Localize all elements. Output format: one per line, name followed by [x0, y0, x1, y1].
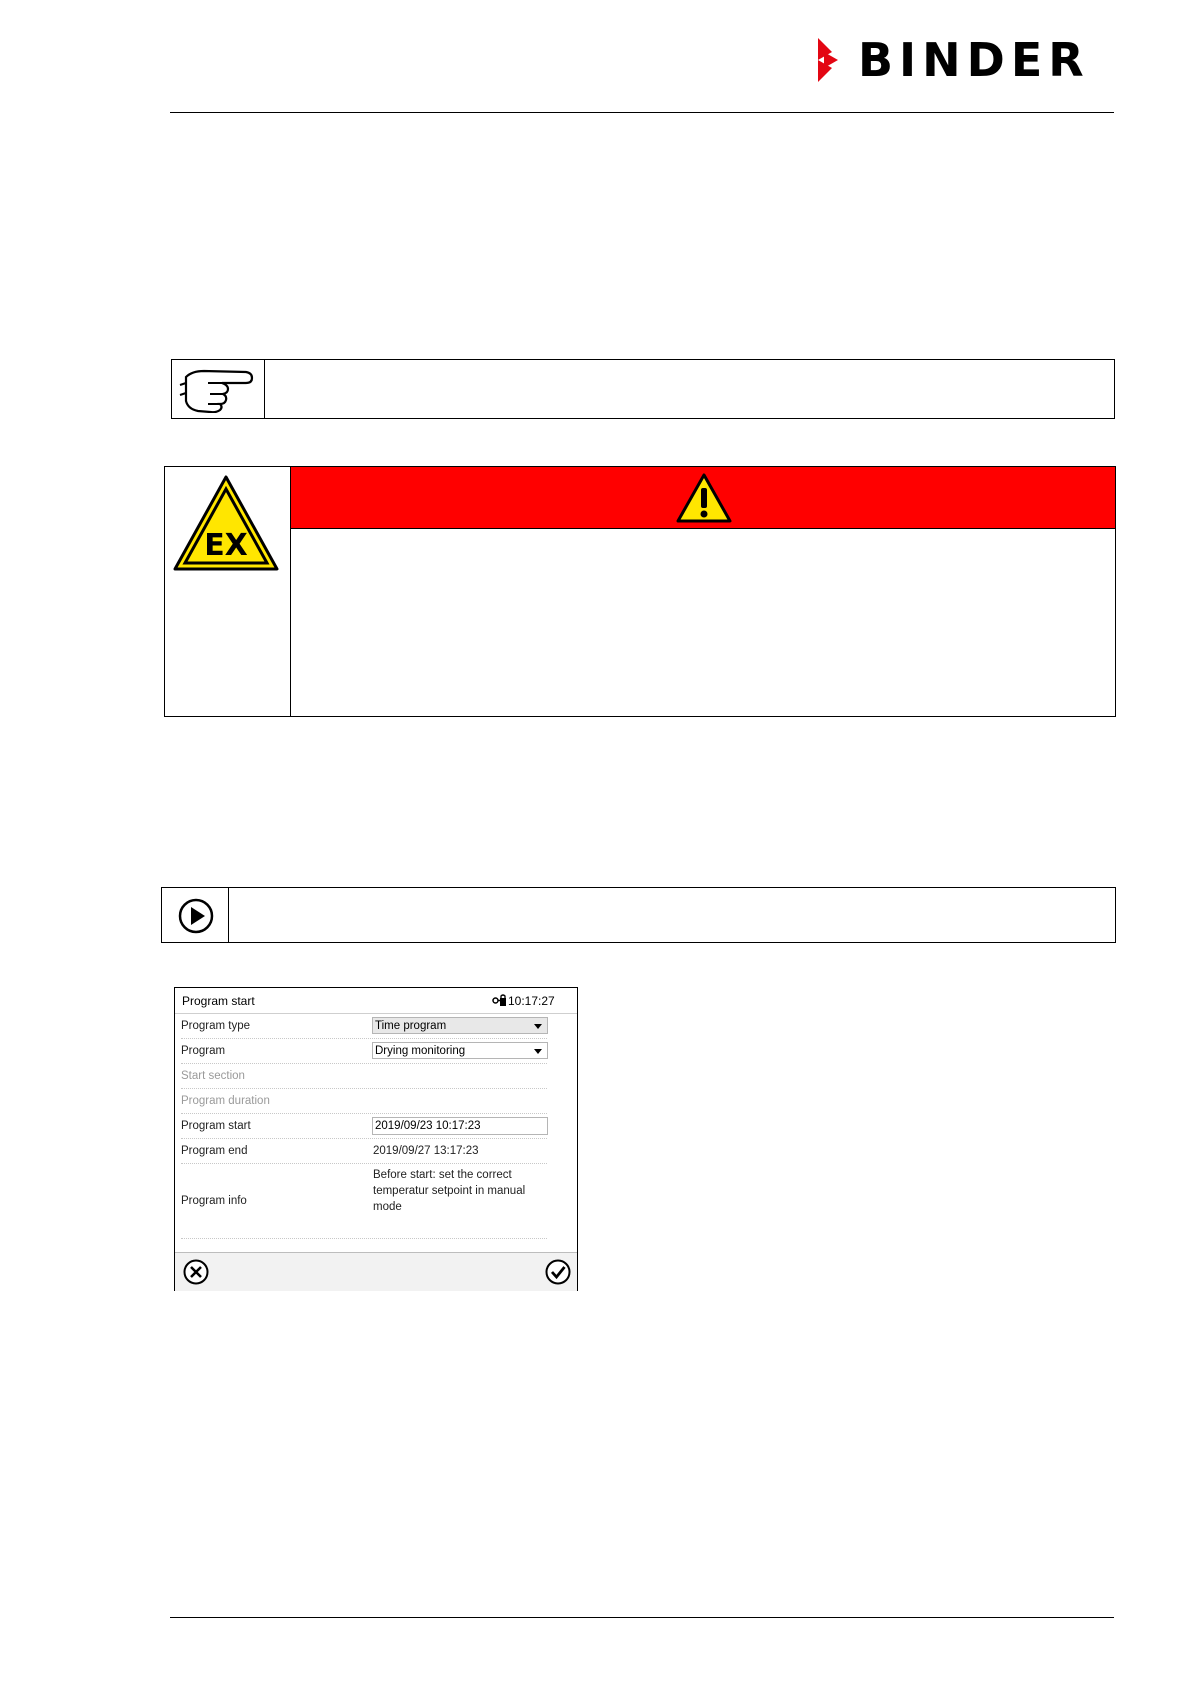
program-end-value: 2019/09/27 13:17:23 [373, 1145, 479, 1157]
screen-footer [175, 1252, 577, 1291]
key-lock-icon [492, 994, 506, 1007]
binder-arrow-mark-icon [818, 38, 846, 82]
row-start-section [181, 1063, 547, 1089]
row-program [181, 1038, 547, 1064]
play-circle-icon [178, 898, 214, 934]
danger-banner [291, 467, 1115, 529]
program-start-field[interactable] [372, 1117, 548, 1135]
action-icon-cell [162, 888, 229, 942]
warning-triangle-icon [675, 472, 733, 524]
explosion-hazard-ex-icon [171, 473, 281, 573]
program-type-select[interactable] [372, 1017, 548, 1034]
row-program-end [181, 1138, 547, 1164]
program-info-label: Program info [181, 1195, 247, 1207]
program-type-label: Program type [181, 1020, 251, 1032]
clock-time: 10:17:27 [508, 994, 555, 1008]
screen-titlebar [175, 988, 577, 1014]
row-program-info [181, 1163, 547, 1239]
program-end-label: Program end [181, 1145, 248, 1157]
pointing-hand-icon [178, 363, 258, 413]
confirm-check-circle-icon[interactable] [545, 1259, 571, 1285]
screen-title: Program start [182, 994, 255, 1008]
program-info-value: Before start: set the correct temperatur setpoint in manual mode [373, 1169, 526, 1213]
program-start-screen [174, 987, 578, 1291]
row-program-type [181, 1013, 547, 1039]
program-select[interactable] [372, 1042, 548, 1059]
danger-box [164, 466, 1116, 717]
program-label: Program [181, 1045, 226, 1057]
header-rule [170, 112, 1114, 113]
start-section-label: Start section [181, 1070, 245, 1082]
footer-rule [170, 1617, 1114, 1618]
row-program-duration [181, 1088, 547, 1114]
danger-symbol-cell [165, 467, 291, 716]
program-value: Drying monitoring [375, 1045, 466, 1057]
row-program-start [181, 1113, 547, 1139]
program-start-label: Program start [181, 1120, 251, 1132]
program-type-value: Time program [375, 1020, 447, 1032]
ex-label: EX [204, 528, 248, 563]
note-box [171, 359, 1115, 419]
cancel-circle-icon[interactable] [183, 1259, 209, 1285]
binder-logo [818, 33, 1116, 87]
brand-name: BINDER [858, 33, 1090, 87]
action-box [161, 887, 1116, 943]
program-duration-label: Program duration [181, 1095, 270, 1107]
program-start-value: 2019/09/23 10:17:23 [375, 1120, 481, 1132]
dropdown-caret-icon [534, 1049, 542, 1054]
dropdown-caret-icon [534, 1024, 542, 1029]
note-icon-cell [172, 360, 265, 418]
